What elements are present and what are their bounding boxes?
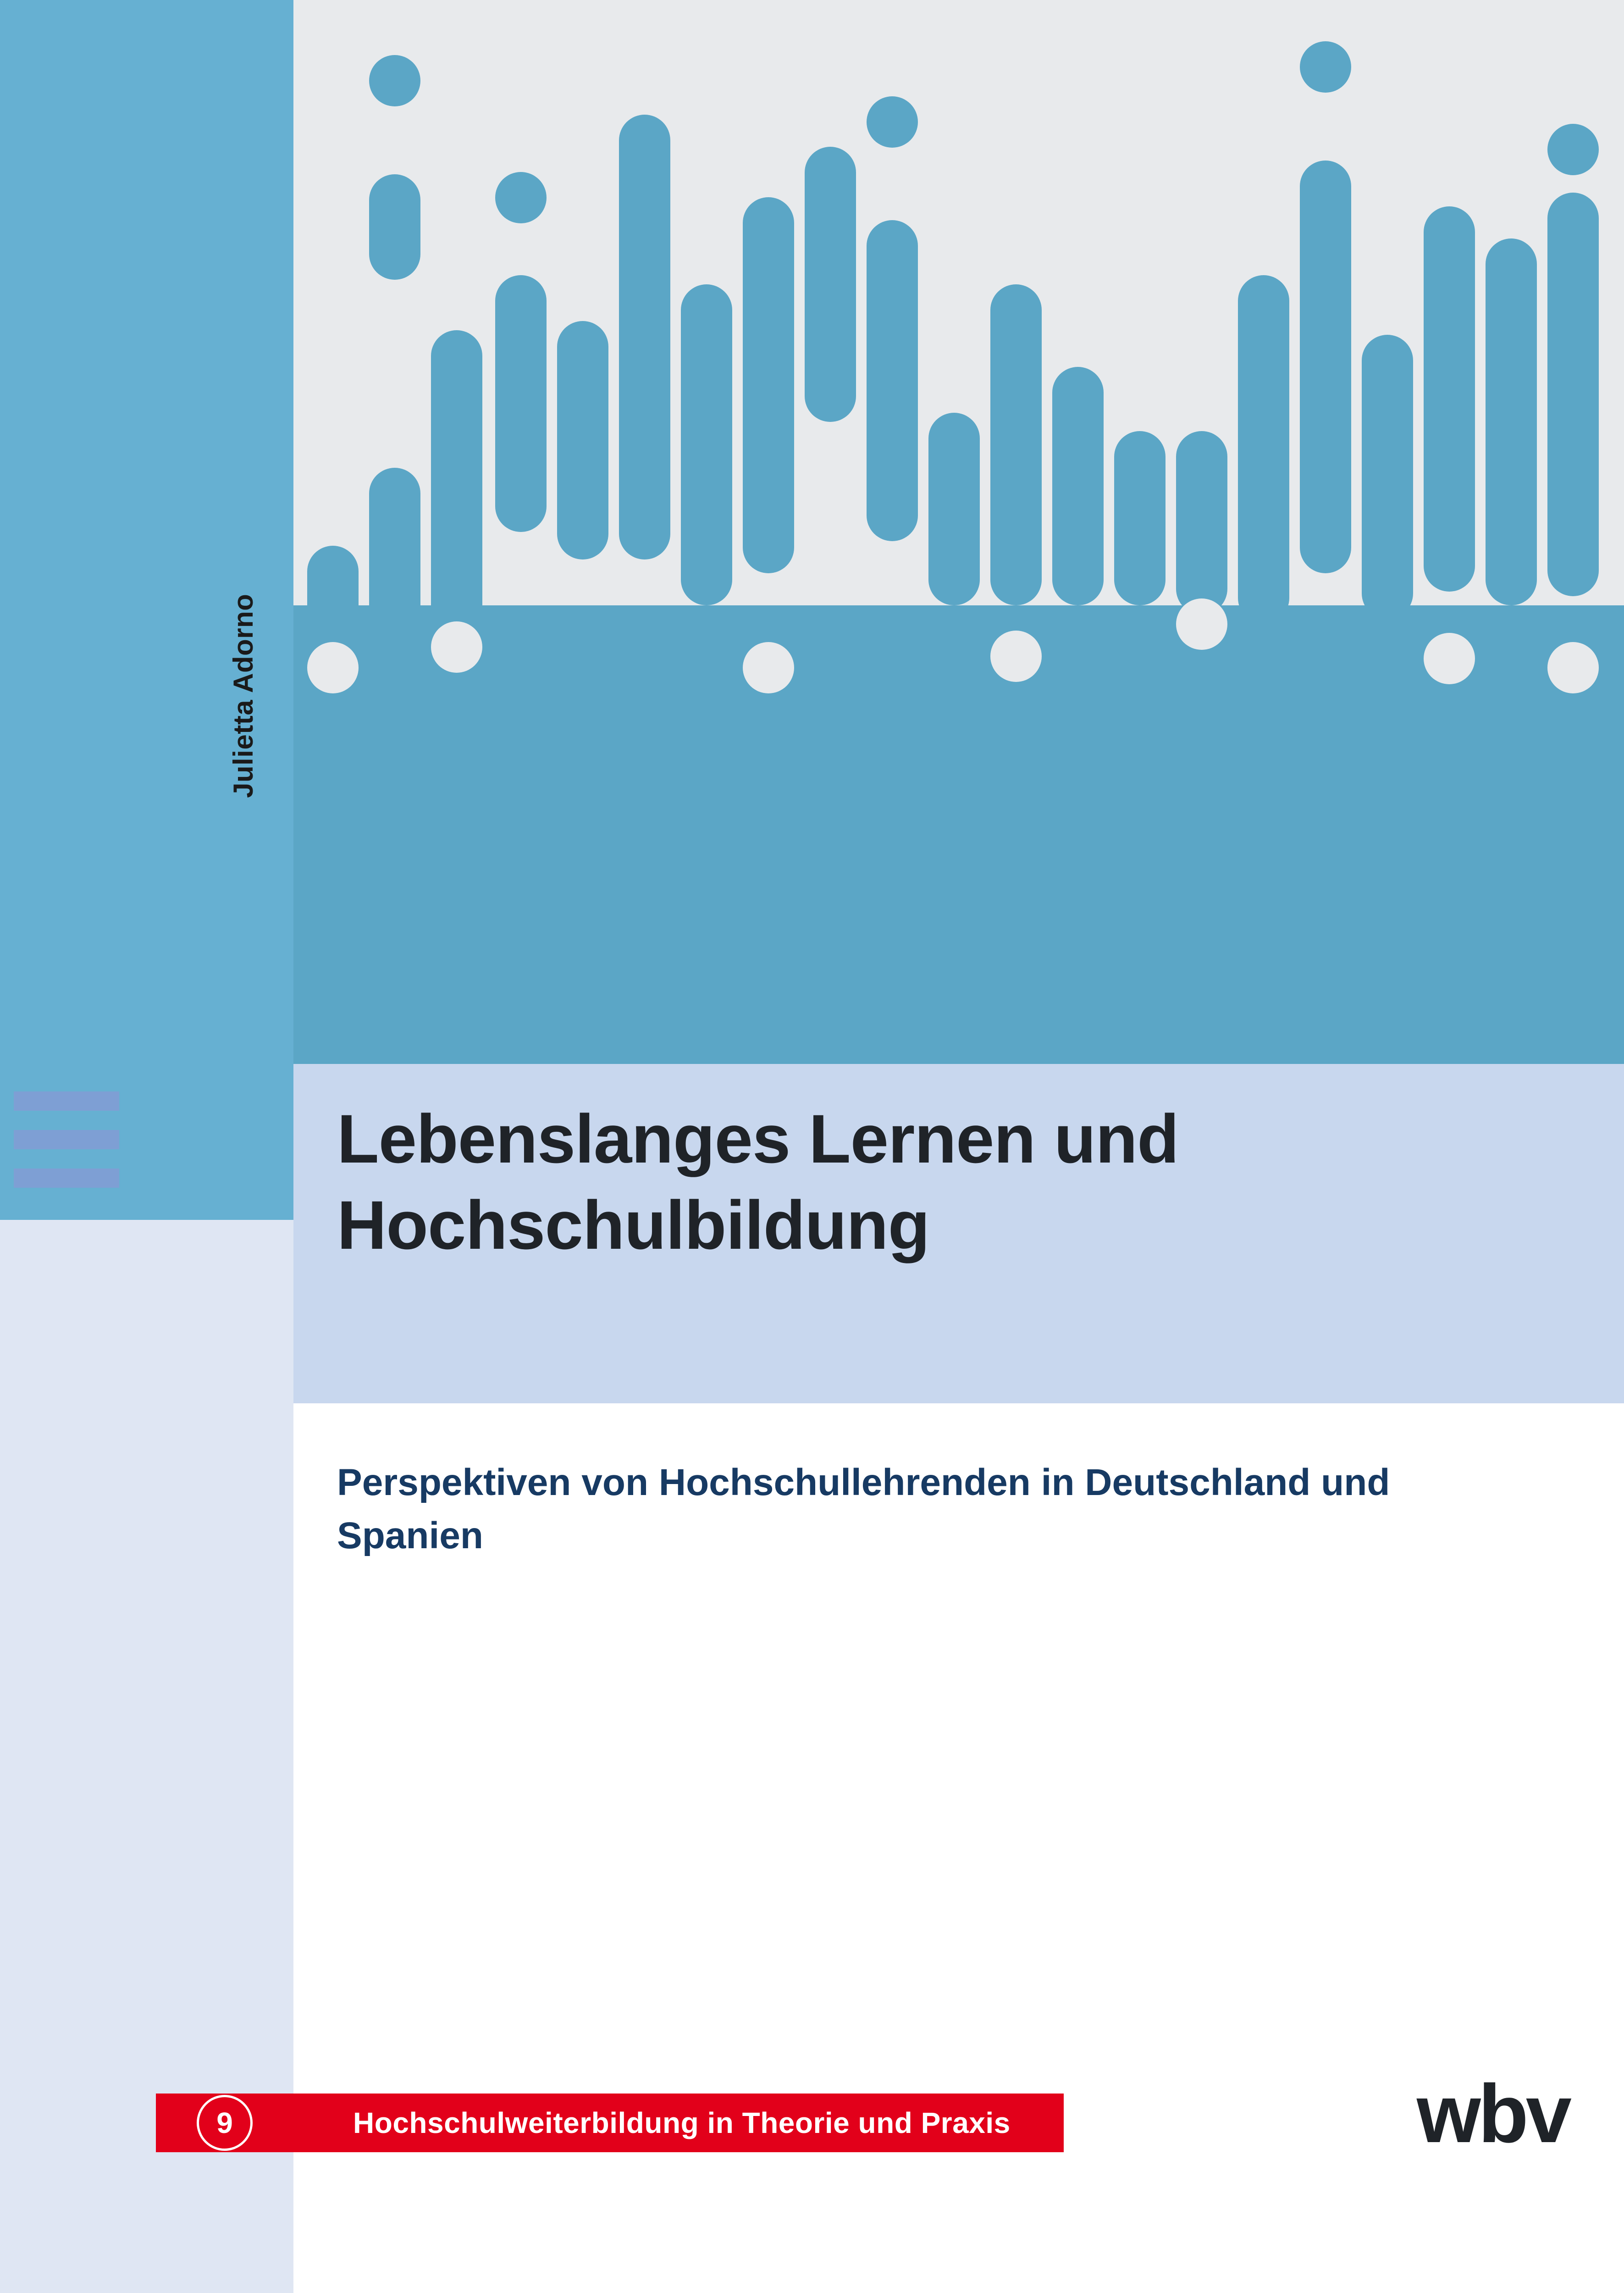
artwork-dot [867, 96, 918, 148]
author-name-vertical: Julietta Adorno [227, 593, 259, 798]
book-subtitle: Perspektiven von Hochschullehrenden in Deutschland und Spanien [337, 1462, 1390, 1557]
artwork-bar [1114, 431, 1166, 605]
artwork-bar [557, 321, 608, 559]
artwork-bar [1362, 335, 1413, 619]
artwork-bar [1547, 193, 1599, 596]
artwork-bar [1052, 367, 1104, 605]
artwork-bar [990, 284, 1042, 605]
artwork-bar [369, 468, 420, 725]
book-title: Lebenslanges Lernen und Hochschulbildung [337, 1100, 1179, 1263]
artwork-bar [681, 284, 732, 605]
artwork-dot-light [743, 642, 794, 693]
artwork-dot-light [1424, 633, 1475, 684]
artwork-bar [743, 197, 794, 573]
artwork-dot [1547, 124, 1599, 175]
artwork-bar [369, 174, 420, 280]
artwork-dot-light [307, 642, 359, 693]
artwork-bar [928, 413, 980, 605]
spine-mark [14, 1169, 119, 1188]
artwork-base-block [293, 605, 1624, 1064]
series-number: 9 [197, 2095, 253, 2151]
artwork-dot-light [1176, 598, 1227, 650]
artwork-bar [1486, 238, 1537, 605]
artwork-bar [495, 275, 547, 532]
artwork-bar [1300, 161, 1351, 573]
artwork-bar [1176, 431, 1227, 615]
series-number-badge [156, 2094, 293, 2152]
artwork-bar [1238, 275, 1289, 624]
artwork-bar [805, 147, 856, 422]
artwork-dot-light [1547, 642, 1599, 693]
artwork-bar [619, 115, 670, 197]
spine-decoration-marks [14, 1091, 119, 1207]
artwork-bar [867, 220, 918, 541]
spine-mark [14, 1130, 119, 1149]
artwork-dot-light [990, 631, 1042, 682]
artwork-dot [495, 172, 547, 223]
artwork-bar [1424, 206, 1475, 592]
spine-mark [14, 1091, 119, 1111]
publisher-logo: wbv [1416, 2068, 1569, 2160]
artwork-bar [619, 147, 670, 559]
series-name: Hochschulweiterbildung in Theorie und Praxis [353, 2106, 1011, 2139]
artwork-dot [369, 55, 420, 106]
artwork-dot [1300, 41, 1351, 93]
cover-artwork [293, 0, 1624, 1064]
artwork-dot-light [431, 621, 482, 673]
